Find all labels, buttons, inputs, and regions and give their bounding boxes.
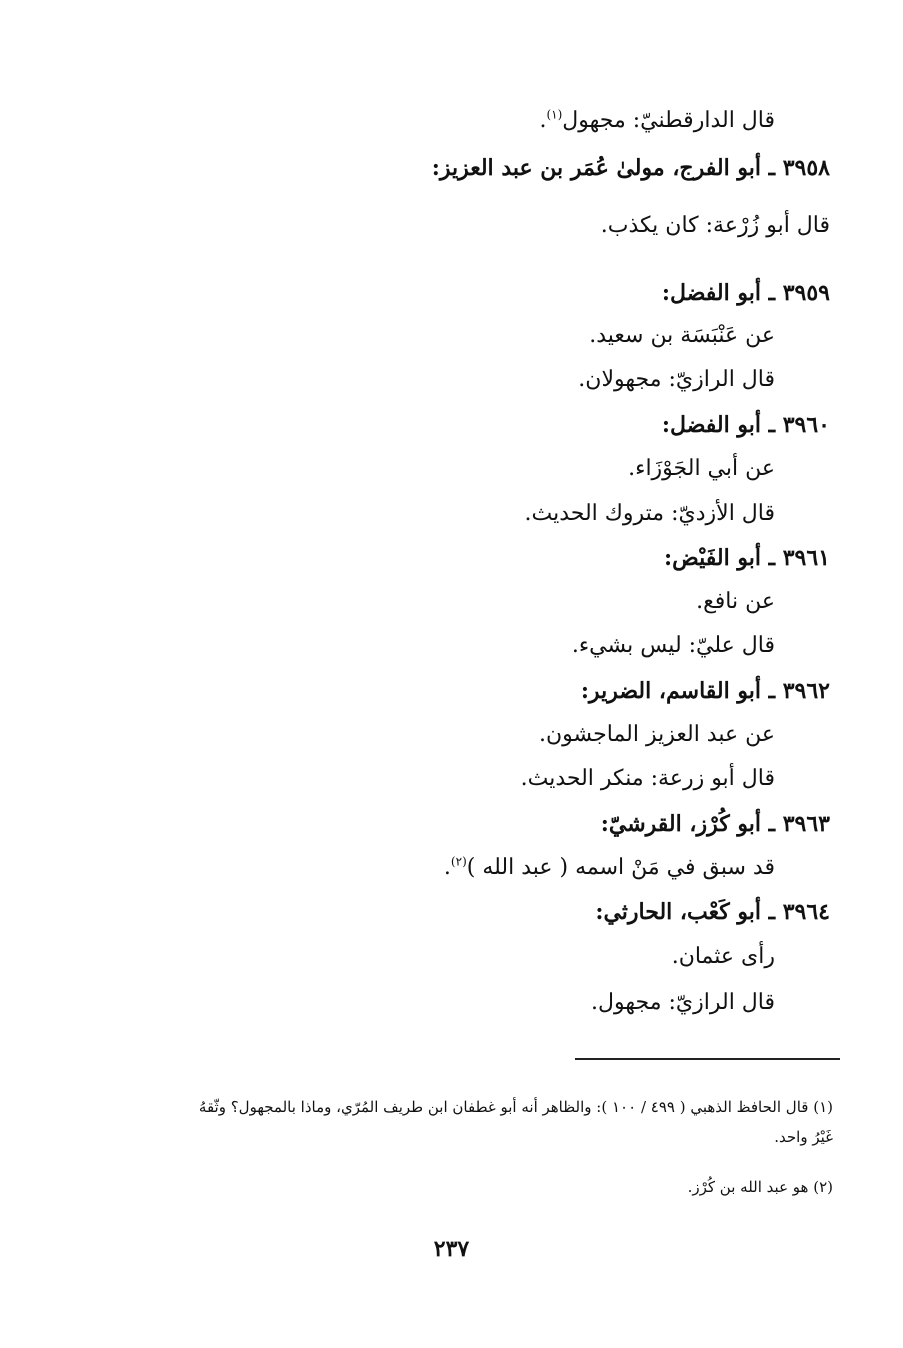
entry-heading: ٣٩٥٨ ـ أبو الفرج، مولىٰ عُمَر بن عبد العزيز:: [431, 155, 830, 181]
footnote-1-continuation: غَيْرُ واحد.: [774, 1128, 833, 1146]
footnote-divider: [575, 1058, 840, 1060]
text-line: قال الرازيّ: مجهول.: [591, 990, 775, 1015]
entry-heading: ٣٩٦٤ ـ أبو كَعْب، الحارثي:: [595, 899, 830, 925]
text-line: قال الدارقطنيّ: مجهول$^{(١)}$.: [539, 107, 775, 133]
page-number: ٢٣٧: [433, 1236, 470, 1262]
text-line: رأى عثمان.: [671, 944, 775, 969]
footnote-1: (١) قال الحافظ الذهبي ( ٤٩٩ / ١٠٠ ): والظاهر أنه أبو غطفان ابن طريف المُرّي، وماذا بالمجهول؟ وثّقهُ: [198, 1098, 833, 1116]
text-line: قال الرازيّ: مجهولان.: [578, 367, 775, 392]
text-line: قال الأزديّ: متروك الحديث.: [524, 501, 775, 526]
footnote-ref[interactable]: (٢): [450, 854, 467, 869]
footnote-2: (٢) هو عبد الله بن كُرْز.: [687, 1178, 833, 1196]
text-line: قال أبو زرعة: منكر الحديث.: [520, 766, 775, 791]
entry-heading: ٣٩٦٢ ـ أبو القاسم، الضرير:: [580, 678, 830, 704]
text-line: قال عليّ: ليس بشيء.: [571, 633, 775, 658]
text-line: عن أبي الجَوْزَاء.: [628, 456, 775, 481]
entry-heading: ٣٩٦١ ـ أبو الفَيْض:: [664, 545, 830, 571]
entry-heading: ٣٩٦٠ ـ أبو الفضل:: [661, 412, 830, 438]
text-line: قال أبو زُرْعة: كان يكذب.: [600, 213, 830, 238]
footnote-ref[interactable]: (١): [546, 107, 563, 122]
text-line: عن نافع.: [696, 589, 775, 614]
entry-heading: ٣٩٦٣ ـ أبو كُرْز، القرشيّ:: [600, 811, 830, 837]
text-line: عن عبد العزيز الماجشون.: [539, 722, 775, 747]
entry-heading: ٣٩٥٩ ـ أبو الفضل:: [661, 280, 830, 306]
text-line: عن عَنْبَسَة بن سعيد.: [589, 323, 775, 348]
text-line: قد سبق في مَنْ اسمه ( عبد الله )$^{(٢)}$.: [443, 854, 775, 880]
